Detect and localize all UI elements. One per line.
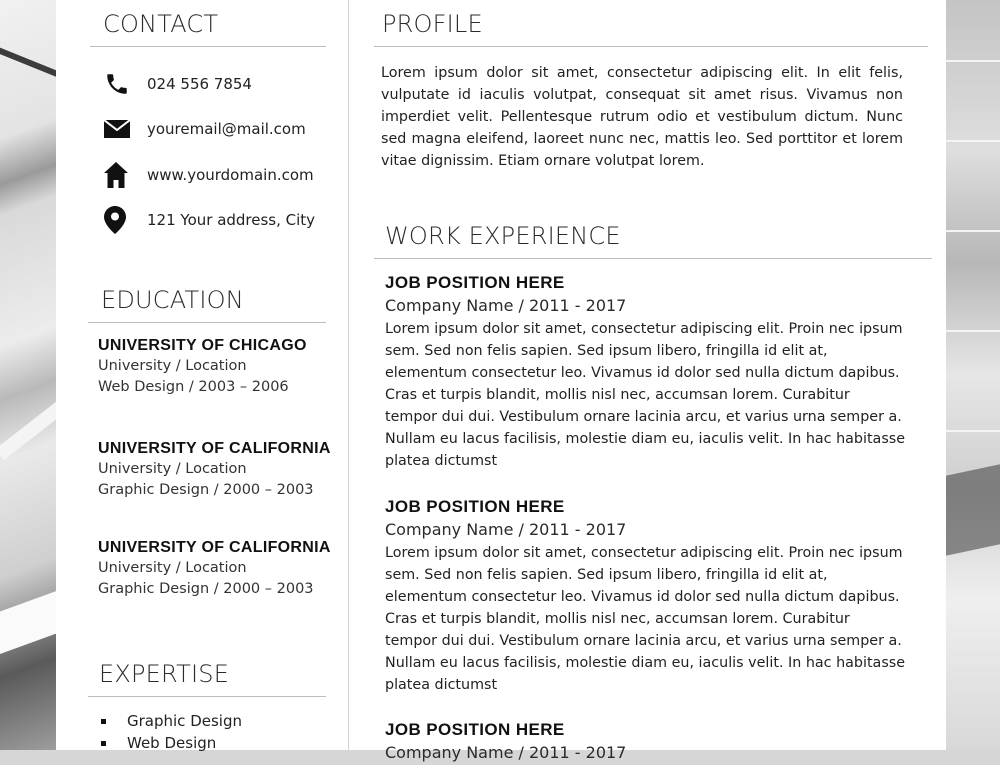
job-description: Lorem ipsum dolor sit amet, consectetur adipiscing elit. Proin nec ipsum sem. Sed non felis sapien. Sed ipsum libero, fringilla id elit at, elementum consectetur leo. Vivamus id dolor sed nulla dictum dapibus. Cras et turpis blandit, mollis nisl nec, accumsan lorem. Curabitur tempor dui dui. Vestibulum ornare lacinia arcu, et varius urna semper a. Nullam eu lacus facilisis, molestie diam eu, iaculis velit. In hac habitasse platea dictumst	[385, 545, 906, 693]
profile-heading: PROFILE	[382, 10, 483, 38]
bullet-icon	[101, 741, 106, 746]
skill-label: Graphic Design	[127, 712, 242, 730]
contact-rule	[90, 46, 326, 47]
contact-email-text: youremail@mail.com	[147, 120, 306, 138]
bullet-icon	[101, 719, 106, 724]
contact-address	[104, 207, 315, 233]
background-photo-right	[944, 0, 1000, 750]
expertise-heading: EXPERTISE	[99, 660, 230, 688]
column-divider	[348, 0, 349, 750]
work-rule	[374, 258, 932, 259]
education-degree: Web Design / 2003 – 2006	[98, 378, 289, 395]
education-location: University / Location	[98, 560, 247, 576]
contact-phone	[104, 71, 252, 97]
list-item	[96, 710, 242, 732]
home-icon	[104, 162, 134, 188]
job-company: Company Name / 2011 - 2017	[385, 743, 627, 762]
job-entry	[385, 719, 905, 765]
education-location: University / Location	[98, 461, 247, 477]
contact-address-text: 121 Your address, City	[147, 211, 316, 229]
education-location: University / Location	[98, 358, 247, 374]
education-school: UNIVERSITY OF CALIFORNIA	[98, 539, 331, 556]
education-entry	[98, 336, 338, 397]
expertise-rule	[88, 696, 326, 697]
job-position: JOB POSITION HERE	[385, 273, 565, 292]
contact-website	[104, 162, 314, 188]
education-school: UNIVERSITY OF CHICAGO	[98, 337, 307, 354]
education-school: UNIVERSITY OF CALIFORNIA	[98, 440, 331, 457]
profile-text: Lorem ipsum dolor sit amet, consectetur adipiscing elit. In elit felis, vulputate id iaculis volutpat, consequat sit amet risus. Vivamus non imperdiet velit. Pellentesque rutrum odio et vestibulum dictum. Nunc sed magna eleifend, laoreet nunc nec, mattis leo. Sed porttitor et lorem vitae dignissim. Etiam ornare volutpat lorem.	[381, 65, 903, 169]
education-heading: EDUCATION	[101, 286, 244, 314]
profile-rule	[374, 46, 928, 47]
contact-email	[104, 116, 306, 142]
education-entry	[98, 538, 338, 599]
phone-icon	[104, 71, 134, 97]
job-entry	[385, 496, 905, 696]
job-company: Company Name / 2011 - 2017	[385, 520, 627, 539]
education-rule	[88, 322, 326, 323]
education-degree: Graphic Design / 2000 – 2003	[98, 481, 314, 498]
contact-website-text: www.yourdomain.com	[147, 166, 314, 184]
email-icon	[104, 116, 134, 142]
contact-phone-text: 024 556 7854	[147, 75, 252, 93]
education-degree: Graphic Design / 2000 – 2003	[98, 580, 314, 597]
job-company: Company Name / 2011 - 2017	[385, 296, 627, 315]
work-heading: WORK EXPERIENCE	[385, 222, 621, 250]
job-description: Lorem ipsum dolor sit amet, consectetur adipiscing elit. Proin nec ipsum sem. Sed non felis sapien. Sed ipsum libero, fringilla id elit at, elementum consectetur leo. Vivamus id dolor sed nulla dictum dapibus. Cras et turpis blandit, mollis nisl nec, accumsan lorem. Curabitur tempor dui dui. Vestibulum ornare lacinia arcu, et varius urna semper a. Nullam eu lacus facilisis, molestie diam eu, iaculis velit. In hac habitasse platea dictumst	[385, 321, 906, 469]
skill-label: Web Design	[127, 734, 217, 752]
job-position: JOB POSITION HERE	[385, 720, 565, 739]
location-pin-icon	[104, 207, 134, 233]
resume-page	[56, 0, 946, 762]
contact-heading: CONTACT	[103, 10, 219, 38]
job-entry	[385, 272, 905, 472]
expertise-list	[96, 710, 242, 754]
education-entry	[98, 439, 338, 500]
list-item	[96, 732, 242, 754]
job-position: JOB POSITION HERE	[385, 497, 565, 516]
background-photo-left	[0, 0, 56, 750]
